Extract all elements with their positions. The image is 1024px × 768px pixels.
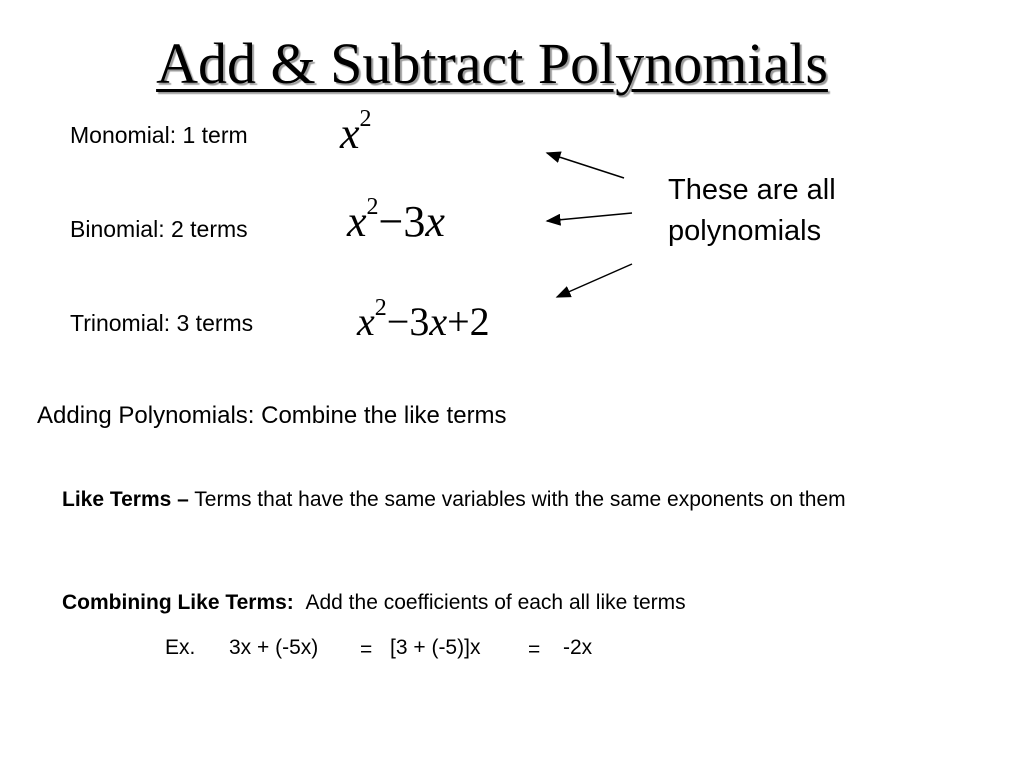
exponent: 2 [374,294,387,321]
coefficient: 3 [403,197,426,246]
example-result: -2x [563,636,593,659]
like-terms-definition [62,485,972,515]
trinomial-label: Trinomial: 3 terms [70,310,254,336]
variable: x [347,197,367,246]
like-terms-text: Terms that have the same variables with the same exponents on them [188,488,846,511]
monomial-label: Monomial: 1 term [70,122,248,148]
variable: x [429,299,448,344]
equals-sign-2: = [528,638,541,661]
variable: x [357,299,375,344]
like-terms-term: Like Terms – [62,488,189,511]
variable: x [425,197,445,246]
constant: 2 [469,299,490,344]
slide-title: Add & Subtract Polynomials [156,31,828,96]
equals-sign-1: = [360,638,373,661]
coefficient: 3 [409,299,430,344]
arrow-binomial [547,213,632,221]
operator: − [378,197,404,246]
exponent: 2 [366,194,379,221]
operator: − [386,299,410,344]
variable: x [340,109,360,158]
polynomials-note: These are all polynomials [668,174,836,247]
arrow-monomial [547,153,624,178]
arrow-trinomial [557,264,632,297]
exponent: 2 [359,106,372,133]
example-expression: 3x + (-5x) [229,636,319,659]
operator: + [447,299,470,344]
binomial-label: Binomial: 2 terms [70,216,248,242]
example-prefix: Ex. [165,636,196,659]
combining-text: Add the coefficients of each all like terms [305,591,686,614]
example-step: [3 + (-5)]x [390,636,481,659]
adding-polynomials-text: Adding Polynomials: Combine the like terms [37,402,507,429]
combining-like-terms [62,588,972,618]
combining-term: Combining Like Terms: [62,591,294,614]
